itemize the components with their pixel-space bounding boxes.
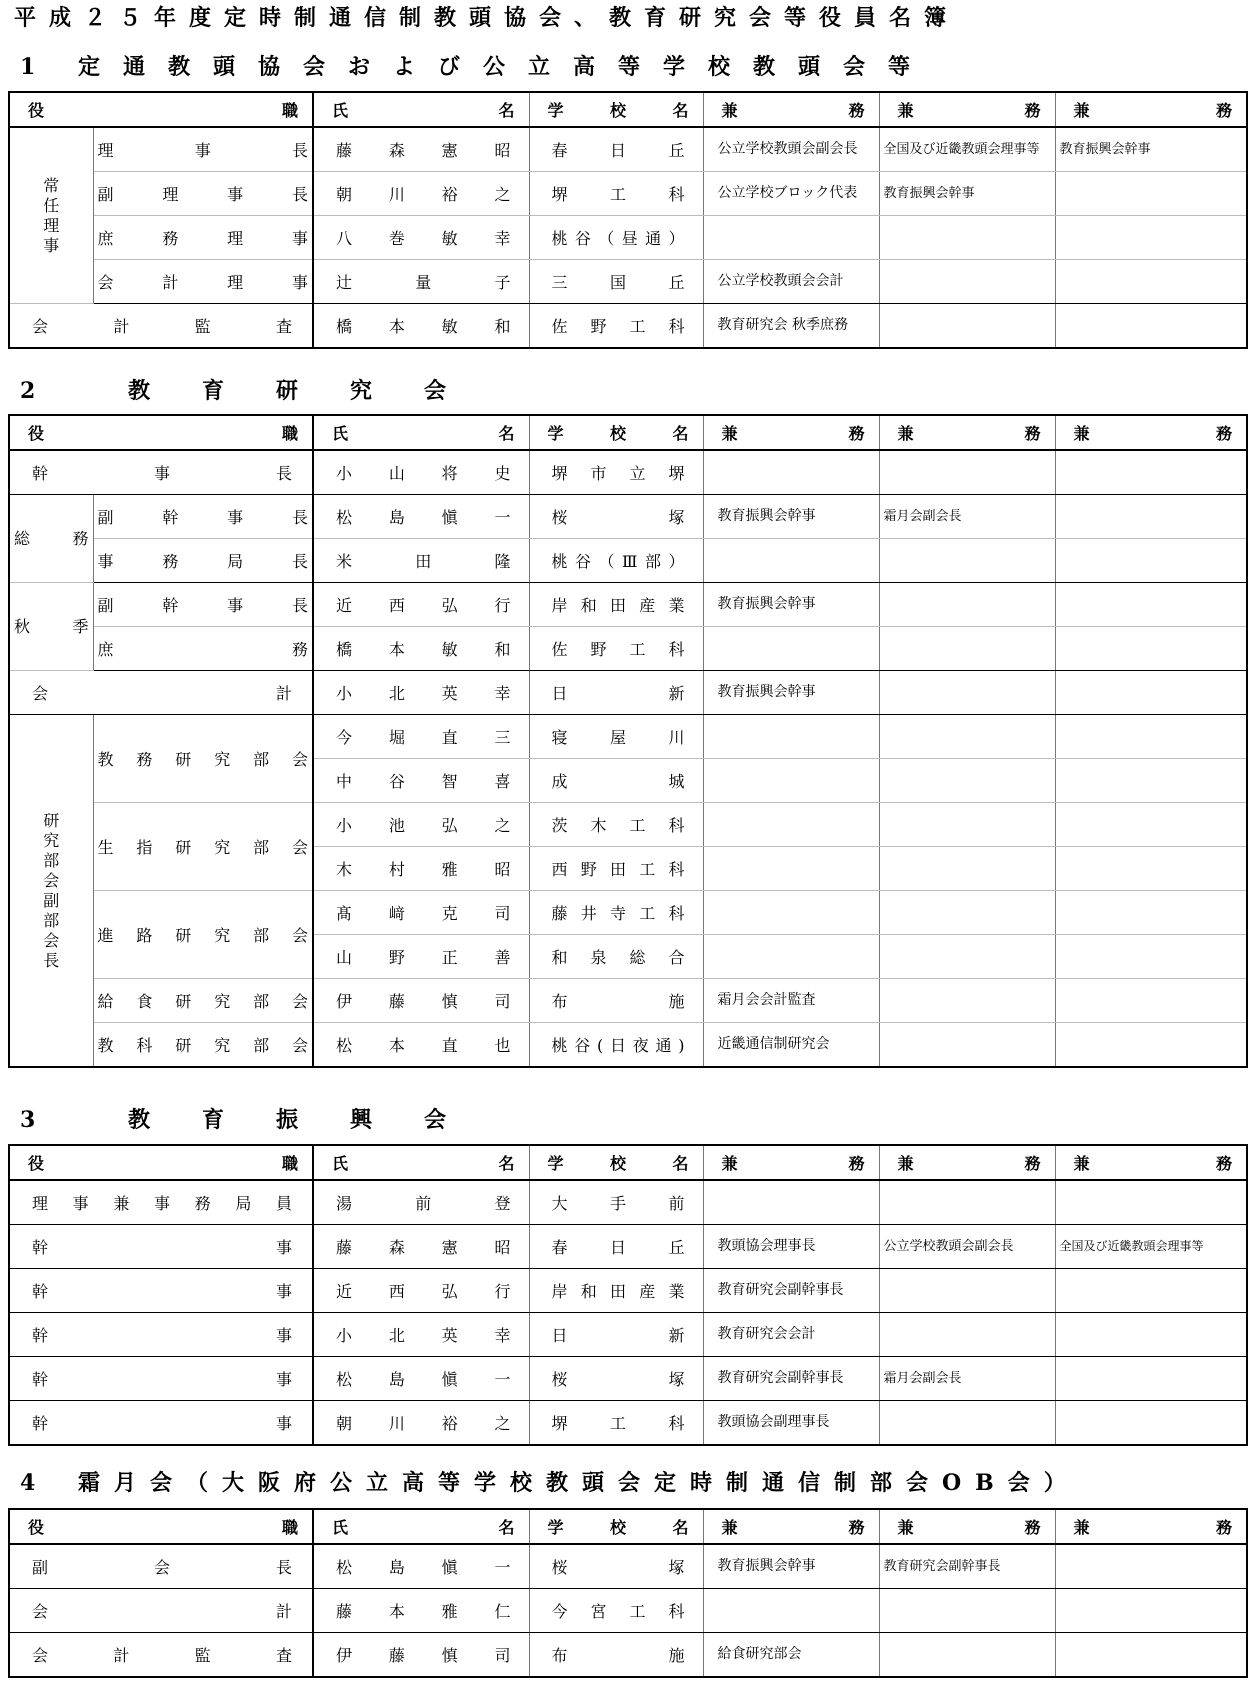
section-4-table [8, 1508, 1248, 1678]
table-row [9, 715, 1247, 759]
duty-cell [879, 304, 1055, 349]
role-cell: 事務局長 [93, 539, 313, 583]
group-label: 秋季 [9, 583, 93, 671]
name-cell: 藤森憲昭 [313, 1225, 529, 1269]
table-row [9, 1357, 1247, 1401]
section-1-table [8, 91, 1248, 349]
duty-cell [879, 627, 1055, 671]
header-role: 役職 [9, 1145, 313, 1180]
section-heading: 教育振興会 [128, 1107, 499, 1133]
school-cell: 布施 [529, 1633, 703, 1678]
duty-cell [879, 1269, 1055, 1313]
duty-cell [703, 715, 879, 759]
duty-cell [1055, 627, 1247, 671]
name-cell: 松島愼一 [313, 1544, 529, 1589]
role-cell: 副幹事長 [93, 495, 313, 539]
school-cell: 岸和田産業 [529, 583, 703, 627]
duty-cell [1055, 304, 1247, 349]
duty-cell [1055, 891, 1247, 935]
duty-cell [879, 539, 1055, 583]
duty-cell [879, 1023, 1055, 1068]
name-cell: 伊藤慎司 [313, 1633, 529, 1678]
section-2-table [8, 414, 1248, 1068]
name-cell: 松島愼一 [313, 1357, 529, 1401]
school-cell: 堺市立堺 [529, 450, 703, 495]
school-cell: 桜塚 [529, 1357, 703, 1401]
name-cell: 髙﨑克司 [313, 891, 529, 935]
school-cell: 桃谷(日夜通) [529, 1023, 703, 1068]
section-heading: 教育研究会 [128, 378, 499, 404]
role-cell: 庶務理事 [93, 216, 313, 260]
table-row [9, 1633, 1247, 1678]
role-cell: 進路研究部会 [93, 891, 313, 979]
school-cell: 茨木工科 [529, 803, 703, 847]
duty-cell [1055, 935, 1247, 979]
duty-cell: 霜月会会計監査 [703, 979, 879, 1023]
header-duty: 兼務 [879, 1145, 1055, 1180]
table-row [9, 172, 1247, 216]
school-cell: 成城 [529, 759, 703, 803]
duty-cell: 全国及び近畿教頭会理事等 [879, 127, 1055, 172]
duty-cell [1055, 1180, 1247, 1225]
table-header-row [9, 1145, 1247, 1180]
header-role: 役職 [9, 1509, 313, 1544]
table-row [9, 627, 1247, 671]
header-name: 氏名 [313, 415, 529, 450]
duty-cell [879, 979, 1055, 1023]
duty-cell: 教育研究会 秋季庶務 [703, 304, 879, 349]
role-cell: 教務研究部会 [93, 715, 313, 803]
role-cell: 理事長 [93, 127, 313, 172]
header-duty: 兼務 [1055, 1145, 1247, 1180]
duty-cell: 教育振興会幹事 [703, 1544, 879, 1589]
duty-cell [703, 539, 879, 583]
duty-cell: 霜月会副会長 [879, 495, 1055, 539]
duty-cell [879, 450, 1055, 495]
duty-cell [1055, 1357, 1247, 1401]
header-duty: 兼務 [703, 1145, 879, 1180]
role-cell: 副幹事長 [93, 583, 313, 627]
duty-cell [1055, 979, 1247, 1023]
role-cell: 副会長 [9, 1544, 313, 1589]
role-cell: 会計 [9, 1589, 313, 1633]
section-heading: 霜月会（大阪府公立高等学校教頭会定時制通信制部会OB会） [78, 1470, 1080, 1496]
table-row [9, 671, 1247, 715]
header-duty: 兼務 [879, 415, 1055, 450]
table-row [9, 1401, 1247, 1446]
school-cell: 岸和田産業 [529, 1269, 703, 1313]
school-cell: 日新 [529, 1313, 703, 1357]
role-cell: 幹事 [9, 1313, 313, 1357]
duty-cell [1055, 715, 1247, 759]
table-row [9, 979, 1247, 1023]
name-cell: 米田隆 [313, 539, 529, 583]
duty-cell: 教育振興会幹事 [703, 583, 879, 627]
section-number: 4 [20, 1470, 36, 1496]
duty-cell [703, 759, 879, 803]
role-cell: 会計理事 [93, 260, 313, 304]
duty-cell [1055, 1313, 1247, 1357]
header-school: 学校名 [529, 415, 703, 450]
school-cell: 西野田工科 [529, 847, 703, 891]
role-cell: 幹事 [9, 1357, 313, 1401]
table-header-row [9, 1509, 1247, 1544]
table-row [9, 583, 1247, 627]
school-cell: 佐野工科 [529, 304, 703, 349]
section-1-title [20, 52, 933, 82]
duty-cell: 教育研究会会計 [703, 1313, 879, 1357]
duty-cell [703, 847, 879, 891]
group-label: 常任理事 [9, 127, 93, 304]
duty-cell [1055, 216, 1247, 260]
header-duty: 兼務 [1055, 92, 1247, 127]
duty-cell [1055, 759, 1247, 803]
header-school: 学校名 [529, 92, 703, 127]
school-cell: 和泉総合 [529, 935, 703, 979]
duty-cell [879, 583, 1055, 627]
table-row [9, 216, 1247, 260]
section-4-title [20, 1468, 1080, 1498]
duty-cell: 公立学校ブロック代表 [703, 172, 879, 216]
duty-cell [703, 891, 879, 935]
name-cell: 朝川裕之 [313, 172, 529, 216]
name-cell: 八巻敏幸 [313, 216, 529, 260]
role-cell: 教科研究部会 [93, 1023, 313, 1068]
table-row [9, 1023, 1247, 1068]
duty-cell [1055, 539, 1247, 583]
duty-cell [879, 715, 1055, 759]
name-cell: 木村雅昭 [313, 847, 529, 891]
name-cell: 小池弘之 [313, 803, 529, 847]
school-cell: 桜塚 [529, 495, 703, 539]
table-header-row [9, 415, 1247, 450]
name-cell: 松本直也 [313, 1023, 529, 1068]
name-cell: 湯前登 [313, 1180, 529, 1225]
section-number: 2 [20, 378, 36, 404]
name-cell: 小北英幸 [313, 671, 529, 715]
table-row [9, 304, 1247, 349]
role-cell: 幹事長 [9, 450, 313, 495]
section-number: 3 [20, 1107, 36, 1133]
duty-cell [879, 216, 1055, 260]
role-cell: 理事兼事務局員 [9, 1180, 313, 1225]
duty-cell [1055, 1269, 1247, 1313]
duty-cell [1055, 803, 1247, 847]
name-cell: 橋本敏和 [313, 304, 529, 349]
name-cell: 辻量子 [313, 260, 529, 304]
duty-cell [879, 1401, 1055, 1446]
duty-cell [879, 759, 1055, 803]
table-row [9, 539, 1247, 583]
duty-cell [703, 935, 879, 979]
duty-cell [1055, 1633, 1247, 1678]
section-3-table [8, 1144, 1248, 1446]
table-row [9, 450, 1247, 495]
header-duty: 兼務 [879, 1509, 1055, 1544]
role-cell: 会計 [9, 671, 313, 715]
duty-cell [703, 803, 879, 847]
name-cell: 橋本敏和 [313, 627, 529, 671]
duty-cell: 教育研究会副幹事長 [703, 1269, 879, 1313]
name-cell: 近西弘行 [313, 1269, 529, 1313]
duty-cell [879, 671, 1055, 715]
table-row [9, 1225, 1247, 1269]
table-row [9, 1269, 1247, 1313]
school-cell: 桃谷（Ⅲ部） [529, 539, 703, 583]
name-cell: 山野正善 [313, 935, 529, 979]
duty-cell [1055, 1544, 1247, 1589]
school-cell: 寝屋川 [529, 715, 703, 759]
header-name: 氏名 [313, 1145, 529, 1180]
duty-cell [879, 260, 1055, 304]
duty-cell: 公立学校教頭会副会長 [703, 127, 879, 172]
header-duty: 兼務 [1055, 415, 1247, 450]
section-2-title [20, 376, 498, 406]
name-cell: 藤森憲昭 [313, 127, 529, 172]
duty-cell: 近畿通信制研究会 [703, 1023, 879, 1068]
school-cell: 三国丘 [529, 260, 703, 304]
table-row [9, 1544, 1247, 1589]
duty-cell [703, 450, 879, 495]
table-row [9, 1589, 1247, 1633]
header-duty: 兼務 [703, 415, 879, 450]
duty-cell [879, 803, 1055, 847]
duty-cell [1055, 671, 1247, 715]
duty-cell [879, 935, 1055, 979]
role-cell: 庶務 [93, 627, 313, 671]
role-cell: 会計監査 [9, 304, 313, 349]
role-cell: 生指研究部会 [93, 803, 313, 891]
duty-cell [1055, 847, 1247, 891]
header-duty: 兼務 [1055, 1509, 1247, 1544]
school-cell: 桜塚 [529, 1544, 703, 1589]
section-3-title [20, 1105, 498, 1135]
duty-cell [1055, 1401, 1247, 1446]
duty-cell [703, 627, 879, 671]
duty-cell: 教育振興会幹事 [703, 671, 879, 715]
name-cell: 朝川裕之 [313, 1401, 529, 1446]
group-label: 研究部会副部会長 [9, 715, 93, 1068]
duty-cell [703, 216, 879, 260]
duty-cell: 給食研究部会 [703, 1633, 879, 1678]
school-cell: 布施 [529, 979, 703, 1023]
table-row [9, 891, 1247, 935]
table-row [9, 803, 1247, 847]
header-school: 学校名 [529, 1145, 703, 1180]
duty-cell: 霜月会副会長 [879, 1357, 1055, 1401]
header-school: 学校名 [529, 1509, 703, 1544]
duty-cell: 教頭協会副理事長 [703, 1401, 879, 1446]
name-cell: 小北英幸 [313, 1313, 529, 1357]
name-cell: 今堀直三 [313, 715, 529, 759]
name-cell: 小山将史 [313, 450, 529, 495]
header-duty: 兼務 [703, 1509, 879, 1544]
duty-cell [1055, 260, 1247, 304]
table-row [9, 127, 1247, 172]
role-cell: 幹事 [9, 1401, 313, 1446]
duty-cell [1055, 495, 1247, 539]
header-duty: 兼務 [703, 92, 879, 127]
school-cell: 今宮工科 [529, 1589, 703, 1633]
role-cell: 副理事長 [93, 172, 313, 216]
table-row [9, 1313, 1247, 1357]
name-cell: 松島愼一 [313, 495, 529, 539]
duty-cell [703, 1180, 879, 1225]
role-cell: 会計監査 [9, 1633, 313, 1678]
school-cell: 春日丘 [529, 1225, 703, 1269]
duty-cell: 教育研究会副幹事長 [703, 1357, 879, 1401]
role-cell: 給食研究部会 [93, 979, 313, 1023]
school-cell: 桃谷（昼通） [529, 216, 703, 260]
duty-cell [1055, 1589, 1247, 1633]
role-cell: 幹事 [9, 1269, 313, 1313]
school-cell: 堺工科 [529, 172, 703, 216]
school-cell: 藤井寺工科 [529, 891, 703, 935]
school-cell: 佐野工科 [529, 627, 703, 671]
duty-cell: 教育振興会幹事 [1055, 127, 1247, 172]
section-number: 1 [20, 54, 36, 80]
duty-cell: 全国及び近畿教頭会理事等 [1055, 1225, 1247, 1269]
header-name: 氏名 [313, 92, 529, 127]
duty-cell [1055, 450, 1247, 495]
duty-cell [1055, 1023, 1247, 1068]
header-duty: 兼務 [879, 92, 1055, 127]
school-cell: 大手前 [529, 1180, 703, 1225]
duty-cell [1055, 172, 1247, 216]
duty-cell: 公立学校教頭会会計 [703, 260, 879, 304]
duty-cell: 公立学校教頭会副会長 [879, 1225, 1055, 1269]
duty-cell: 教頭協会理事長 [703, 1225, 879, 1269]
name-cell: 中谷智喜 [313, 759, 529, 803]
duty-cell [879, 847, 1055, 891]
table-row [9, 1180, 1247, 1225]
duty-cell: 教育振興会幹事 [703, 495, 879, 539]
duty-cell: 教育振興会幹事 [879, 172, 1055, 216]
page-title: 平成２５年度定時制通信制教頭協会、教育研究会等役員名簿 [14, 5, 960, 31]
duty-cell [879, 891, 1055, 935]
school-cell: 日新 [529, 671, 703, 715]
table-row [9, 495, 1247, 539]
group-label: 総務 [9, 495, 93, 583]
header-name: 氏名 [313, 1509, 529, 1544]
name-cell: 藤本雅仁 [313, 1589, 529, 1633]
duty-cell [1055, 583, 1247, 627]
school-cell: 春日丘 [529, 127, 703, 172]
school-cell: 堺工科 [529, 1401, 703, 1446]
table-header-row [9, 92, 1247, 127]
duty-cell: 教育研究会副幹事長 [879, 1544, 1055, 1589]
name-cell: 伊藤慎司 [313, 979, 529, 1023]
header-role: 役職 [9, 415, 313, 450]
header-role: 役職 [9, 92, 313, 127]
section-heading: 定通教頭協会および公立高等学校教頭会等 [78, 54, 934, 80]
duty-cell [879, 1180, 1055, 1225]
duty-cell [879, 1633, 1055, 1678]
duty-cell [879, 1313, 1055, 1357]
role-cell: 幹事 [9, 1225, 313, 1269]
name-cell: 近西弘行 [313, 583, 529, 627]
duty-cell [879, 1589, 1055, 1633]
duty-cell [703, 1589, 879, 1633]
table-row [9, 260, 1247, 304]
